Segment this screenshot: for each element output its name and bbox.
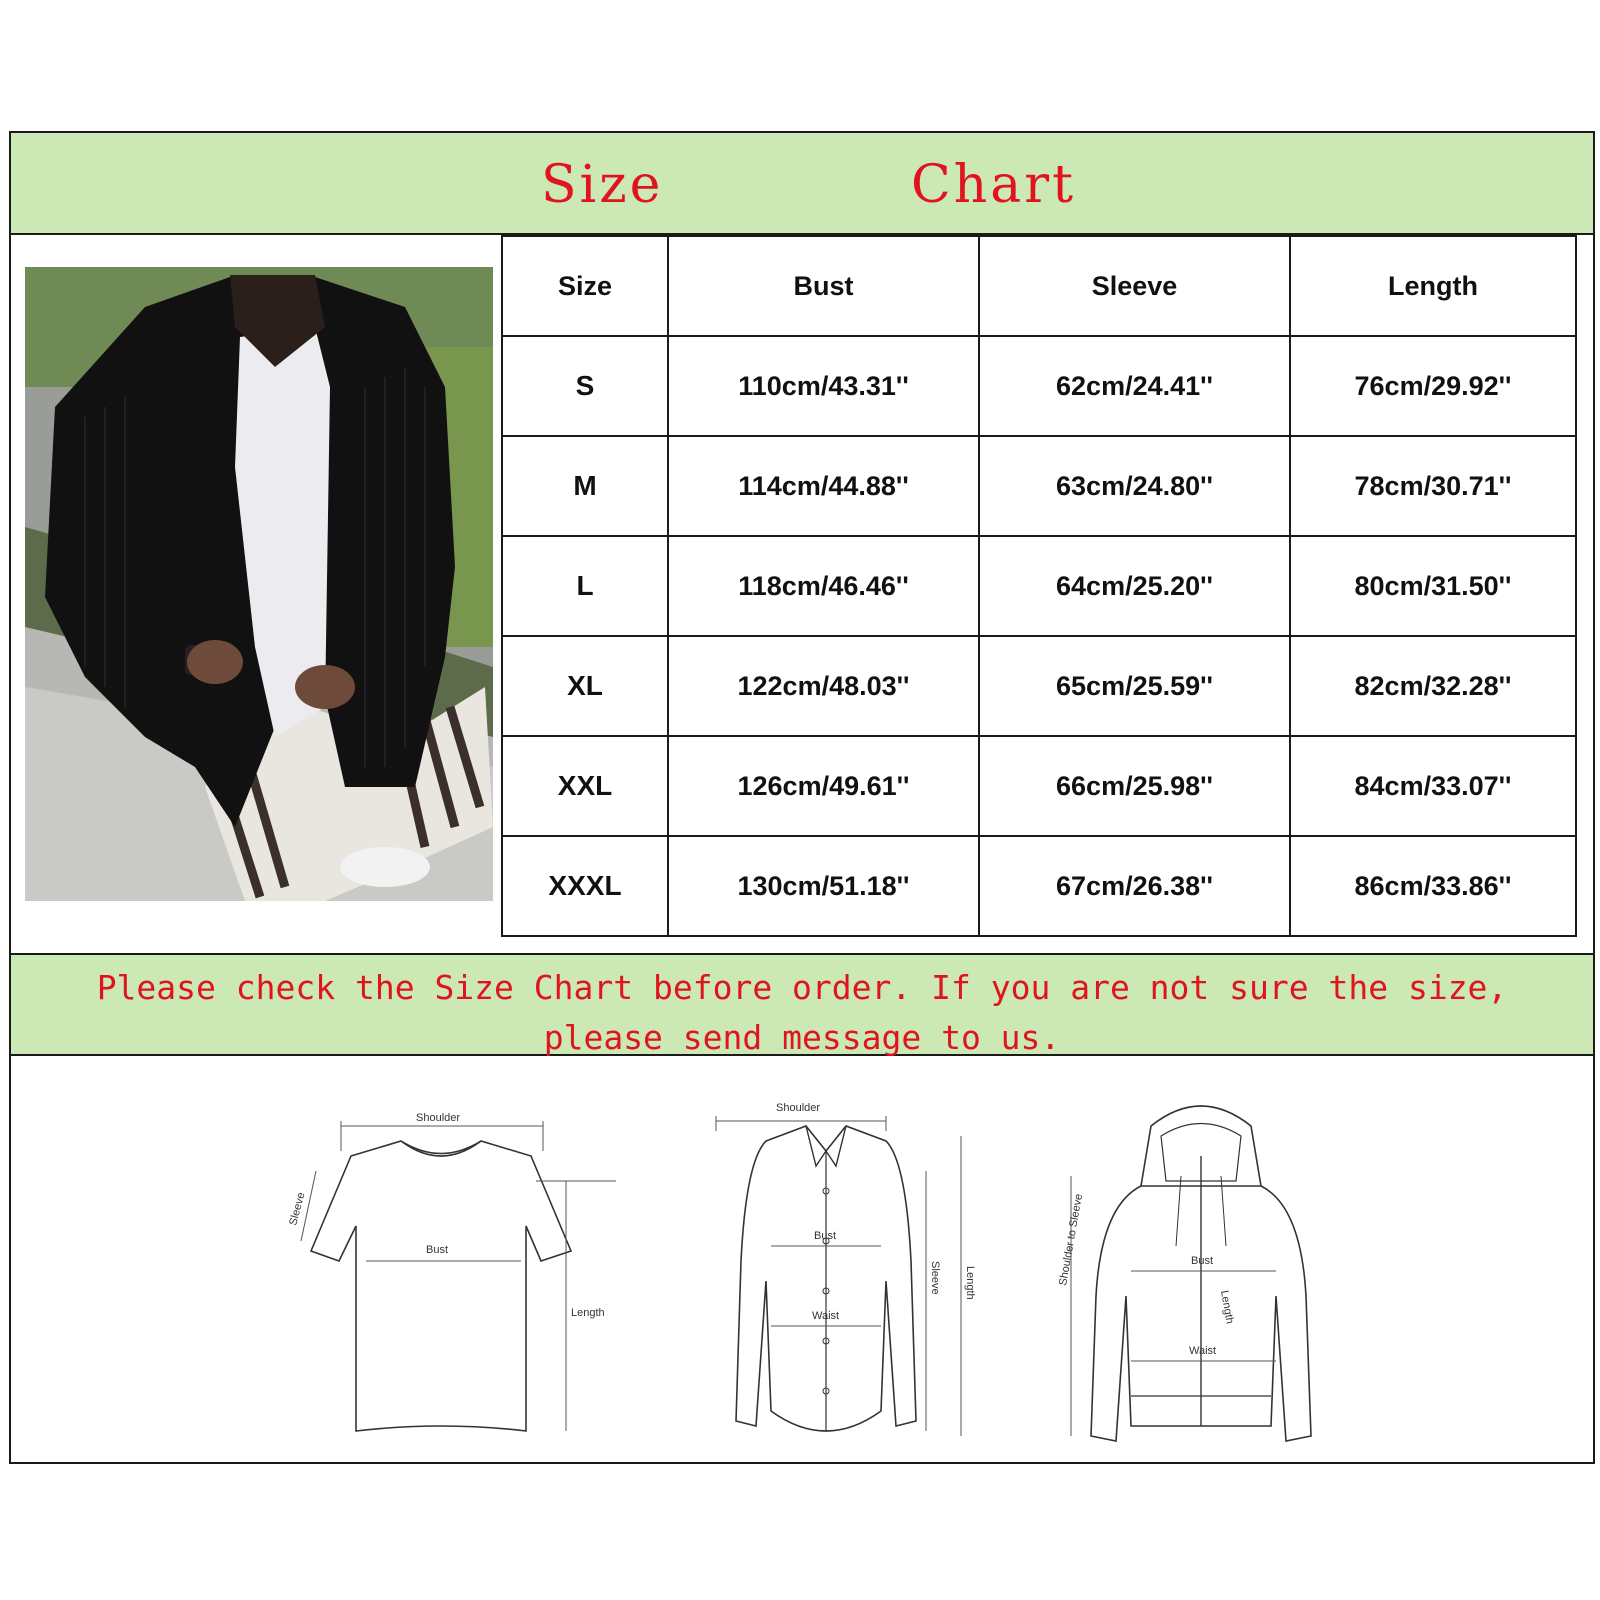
shirt-waist-label: Waist: [812, 1310, 840, 1322]
size-cell: L: [502, 536, 668, 636]
measurement-diagrams: [9, 1056, 1595, 1464]
table-row: [502, 836, 1576, 936]
table-header-row: [502, 236, 1576, 336]
table-row: [502, 636, 1576, 736]
sleeve-cell: 67cm/26.38'': [979, 836, 1290, 936]
sleeve-cell: 64cm/25.20'': [979, 536, 1290, 636]
column-header-sleeve: Sleeve: [979, 236, 1290, 336]
length-cell: 78cm/30.71'': [1290, 436, 1576, 536]
length-cell: 84cm/33.07'': [1290, 736, 1576, 836]
shirt-diagram: [676, 1081, 996, 1451]
sleeve-cell: 62cm/24.41'': [979, 336, 1290, 436]
sleeve-cell: 65cm/25.59'': [979, 636, 1290, 736]
bust-cell: 126cm/49.61'': [668, 736, 979, 836]
size-cell: XL: [502, 636, 668, 736]
tshirt-diagram: [281, 1111, 631, 1441]
chart-body: [9, 235, 1595, 953]
hoodie-bust-label: Bust: [1191, 1255, 1214, 1267]
column-header-length: Length: [1290, 236, 1576, 336]
shirt-sleeve-label: Sleeve: [929, 1261, 941, 1295]
length-cell: 86cm/33.86'': [1290, 836, 1576, 936]
hoodie-waist-label: Waist: [1189, 1345, 1217, 1357]
size-chart-frame: [9, 131, 1595, 1464]
size-cell: S: [502, 336, 668, 436]
title-band: [9, 131, 1595, 235]
table-row: [502, 736, 1576, 836]
sleeve-cell: 63cm/24.80'': [979, 436, 1290, 536]
shirt-shoulder-label: Shoulder: [776, 1102, 821, 1114]
notice-line-1: Please check the Size Chart before order. If you are not sure the size,: [96, 968, 1508, 1007]
title-size: Size: [541, 155, 664, 215]
column-header-bust: Bust: [668, 236, 979, 336]
notice-band: [9, 953, 1595, 1056]
tshirt-bust-label: Bust: [426, 1244, 449, 1256]
length-cell: 82cm/32.28'': [1290, 636, 1576, 736]
hoodie-diagram: [1057, 1096, 1381, 1456]
product-photo: [25, 267, 493, 901]
notice-line-2: please send message to us.: [543, 1018, 1061, 1057]
tshirt-shoulder-label: Shoulder: [416, 1112, 461, 1124]
title-chart: Chart: [911, 155, 1077, 215]
length-cell: 80cm/31.50'': [1290, 536, 1576, 636]
size-cell: M: [502, 436, 668, 536]
bust-cell: 110cm/43.31'': [668, 336, 979, 436]
length-cell: 76cm/29.92'': [1290, 336, 1576, 436]
table-row: [502, 536, 1576, 636]
sleeve-cell: 66cm/25.98'': [979, 736, 1290, 836]
tshirt-sleeve-label: Sleeve: [287, 1191, 308, 1227]
order-notice: [11, 963, 1593, 1063]
bust-cell: 114cm/44.88'': [668, 436, 979, 536]
tshirt-length-label: Length: [571, 1307, 605, 1319]
table-row: [502, 436, 1576, 536]
hoodie-length-label: Length: [1218, 1289, 1236, 1325]
shirt-length-label: Length: [964, 1266, 976, 1300]
bust-cell: 122cm/48.03'': [668, 636, 979, 736]
bust-cell: 130cm/51.18'': [668, 836, 979, 936]
size-cell: XXXL: [502, 836, 668, 936]
hoodie-shoulder-to-sleeve-label: Shoulder to Sleeve: [1057, 1192, 1086, 1287]
table-row: [502, 336, 1576, 436]
size-table: [501, 235, 1577, 937]
column-header-size: Size: [502, 236, 668, 336]
bust-cell: 118cm/46.46'': [668, 536, 979, 636]
size-cell: XXL: [502, 736, 668, 836]
shirt-bust-label: Bust: [814, 1230, 837, 1242]
